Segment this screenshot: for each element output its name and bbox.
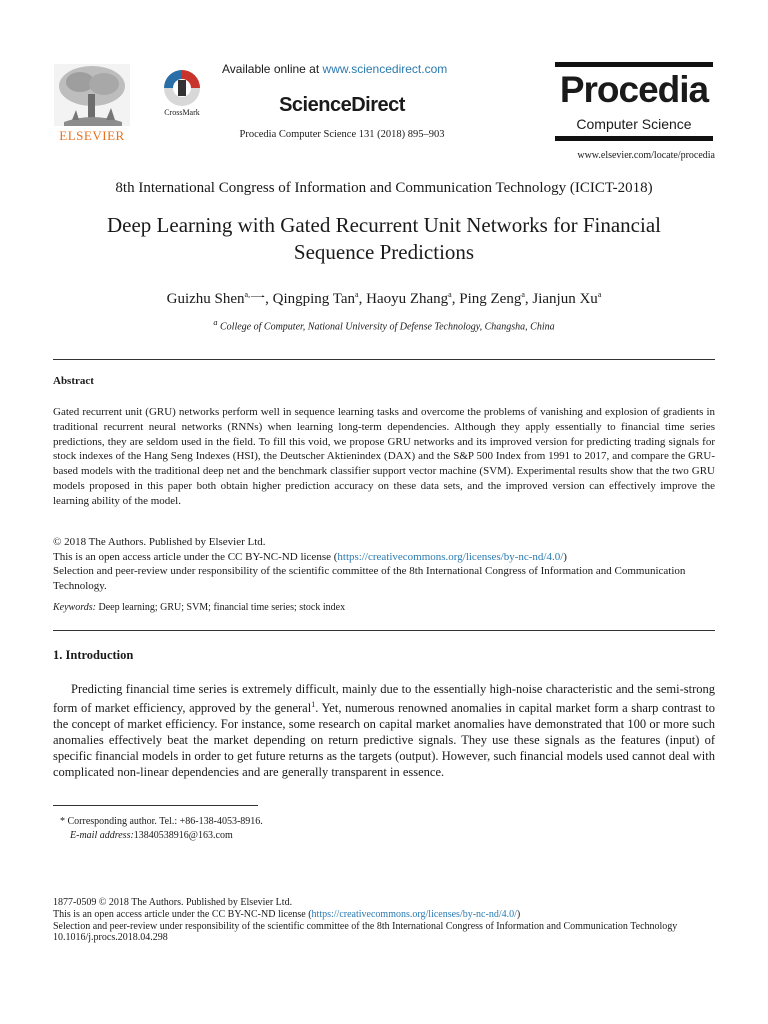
available-online	[222, 62, 462, 76]
author-sup: a,	[244, 290, 251, 299]
crossmark-label: CrossMark	[164, 108, 200, 117]
issn-line: 1877-0509 © 2018 The Authors. Published by Elsevier Ltd.	[53, 897, 293, 908]
conference-name: 8th International Congress of Information and Communication Technology (ICICT-2018)	[115, 180, 653, 196]
affiliation	[40, 318, 728, 332]
footer-license-prefix: This is an open access article under the CC BY-NC-ND license (	[53, 908, 312, 920]
author-name: Ping Zeng	[459, 291, 522, 307]
elsevier-logo	[52, 62, 132, 148]
keywords-label: Keywords:	[53, 602, 96, 613]
footer-peer-review: Selection and peer-review under responsibility of the scientific committee of the 8th International Congress of Information and Communication Technology	[53, 920, 678, 932]
license-prefix: This is an open access article under the CC BY-NC-ND license (	[53, 550, 338, 563]
intro-text-part1: Predicting financial time series is extremely difficult, mainly due to the essentially high-noise characteristic and the semi-strong form of market efficiency, approved by the general	[53, 682, 715, 716]
email-line	[60, 829, 460, 843]
procedia-title: Procedia	[559, 69, 709, 110]
abstract-heading: Abstract	[53, 375, 94, 387]
copyright-line: © 2018 The Authors. Published by Elsevier Ltd.	[53, 536, 266, 548]
procedia-subtitle: Computer Science	[576, 116, 692, 132]
available-prefix: Available online at	[222, 62, 323, 76]
corresponding-mark: 一	[250, 291, 266, 307]
author-list: Guizhu Shen$^{a,}$一, Qingping Tan$^a$, Haoyu Zhang$^a$, Ping Zeng$^a$, Jianjun Xu$^a$	[166, 290, 602, 307]
author-sup: a	[355, 290, 359, 299]
keywords	[53, 602, 715, 613]
crossmark-badge[interactable]	[158, 68, 206, 120]
paper-title-line-1: Deep Learning with Gated Recurrent Unit Networks for Financial	[107, 213, 661, 237]
crossmark-icon	[158, 68, 206, 108]
author-name: Qingping Tan	[272, 291, 356, 307]
paper-title	[40, 212, 728, 266]
paper-title-line-2: Sequence Predictions	[293, 240, 475, 264]
license-line	[53, 550, 715, 565]
author-sup: a	[521, 290, 525, 299]
author-sup: a	[448, 290, 452, 299]
footnote	[60, 815, 460, 843]
footer-license-link[interactable]: https://creativecommons.org/licenses/by-nc-nd/4.0/	[311, 908, 517, 920]
author-name: Haoyu Zhang	[366, 291, 449, 307]
affiliation-sup: a	[213, 318, 218, 327]
publisher-url[interactable]: www.elsevier.com/locate/procedia	[577, 150, 715, 161]
sciencedirect-brand: ScienceDirect	[279, 94, 405, 116]
divider-top	[53, 359, 715, 360]
introduction-heading: 1. Introduction	[53, 648, 134, 662]
elsevier-wordmark: ELSEVIER	[59, 128, 125, 143]
reference-sup[interactable]: 1	[311, 700, 316, 709]
divider-bottom	[53, 630, 715, 631]
author-name: Jianjun Xu	[532, 291, 598, 307]
affiliation-text: College of Computer, National University of Defense Technology, Changsha, China	[220, 321, 555, 333]
license-link[interactable]: https://creativecommons.org/licenses/by-nc-nd/4.0/	[337, 550, 564, 563]
copyright-block	[53, 535, 715, 593]
page-footer	[53, 897, 715, 944]
email-label: E-mail address:	[70, 830, 134, 841]
footnote-divider	[53, 805, 258, 806]
doi[interactable]: 10.1016/j.procs.2018.04.298	[53, 932, 168, 944]
footer-license-line	[53, 909, 715, 921]
abstract-body: Gated recurrent unit (GRU) networks perform well in sequence learning tasks and overcome the problems of vanishing and explosion of gradients in traditional recurrent neural networks (RNNs) when learning long-term dependencies. Although they apply essentially to financial time series predictions, they are seldom used in the field. To fill this void, we propose GRU networks and its improved version for predicting trading signals for stock indexes of the Hang Seng Indexes (HSI), the Deutscher Aktienindex (DAX) and the S&P 500 Index from 1991 to 2017, and compare the GRU-based models with the traditional deep net and the benchmark classifier support vector machine (SVM). Experimental results show that the two GRU models proposed in this paper both obtain higher prediction accuracy on these data sets, and the improved version can effectively improve the learning ability of the model.	[53, 406, 715, 507]
peer-review-line: Selection and peer-review under responsibility of the scientific committee of the 8th International Congress of Information and Communication Technology.	[53, 565, 686, 592]
introduction-body	[53, 681, 715, 780]
license-suffix: )	[563, 550, 567, 563]
corresponding-author-note: * Corresponding author. Tel.: +86-138-4053-8916.	[60, 816, 263, 827]
intro-text-part2: . Yet, numerous renowned anomalies in capital market form a sharp contrast to the concept of market efficiency. For instance, some research on capital market anomalies have demonstrated that 100 or more such anomalies effectively beat the market depending on return predictive signals. They use these signals as the features (input) of specific financial models in order to get future returns as the targets (output). However, such financial models used cannot deal with complicated non-linear dependencies and are generally transparent in essence.	[53, 701, 715, 780]
author-name: Guizhu Shen	[166, 291, 245, 307]
keywords-list: Deep learning; GRU; SVM; financial time series; stock index	[98, 602, 346, 613]
journal-reference: Procedia Computer Science 131 (2018) 895–903	[239, 129, 445, 140]
email-address[interactable]: 13840538916@163.com	[133, 830, 233, 841]
sciencedirect-link[interactable]: www.sciencedirect.com	[322, 62, 448, 76]
footer-license-suffix: )	[516, 908, 521, 920]
author-sup: a	[597, 290, 602, 299]
